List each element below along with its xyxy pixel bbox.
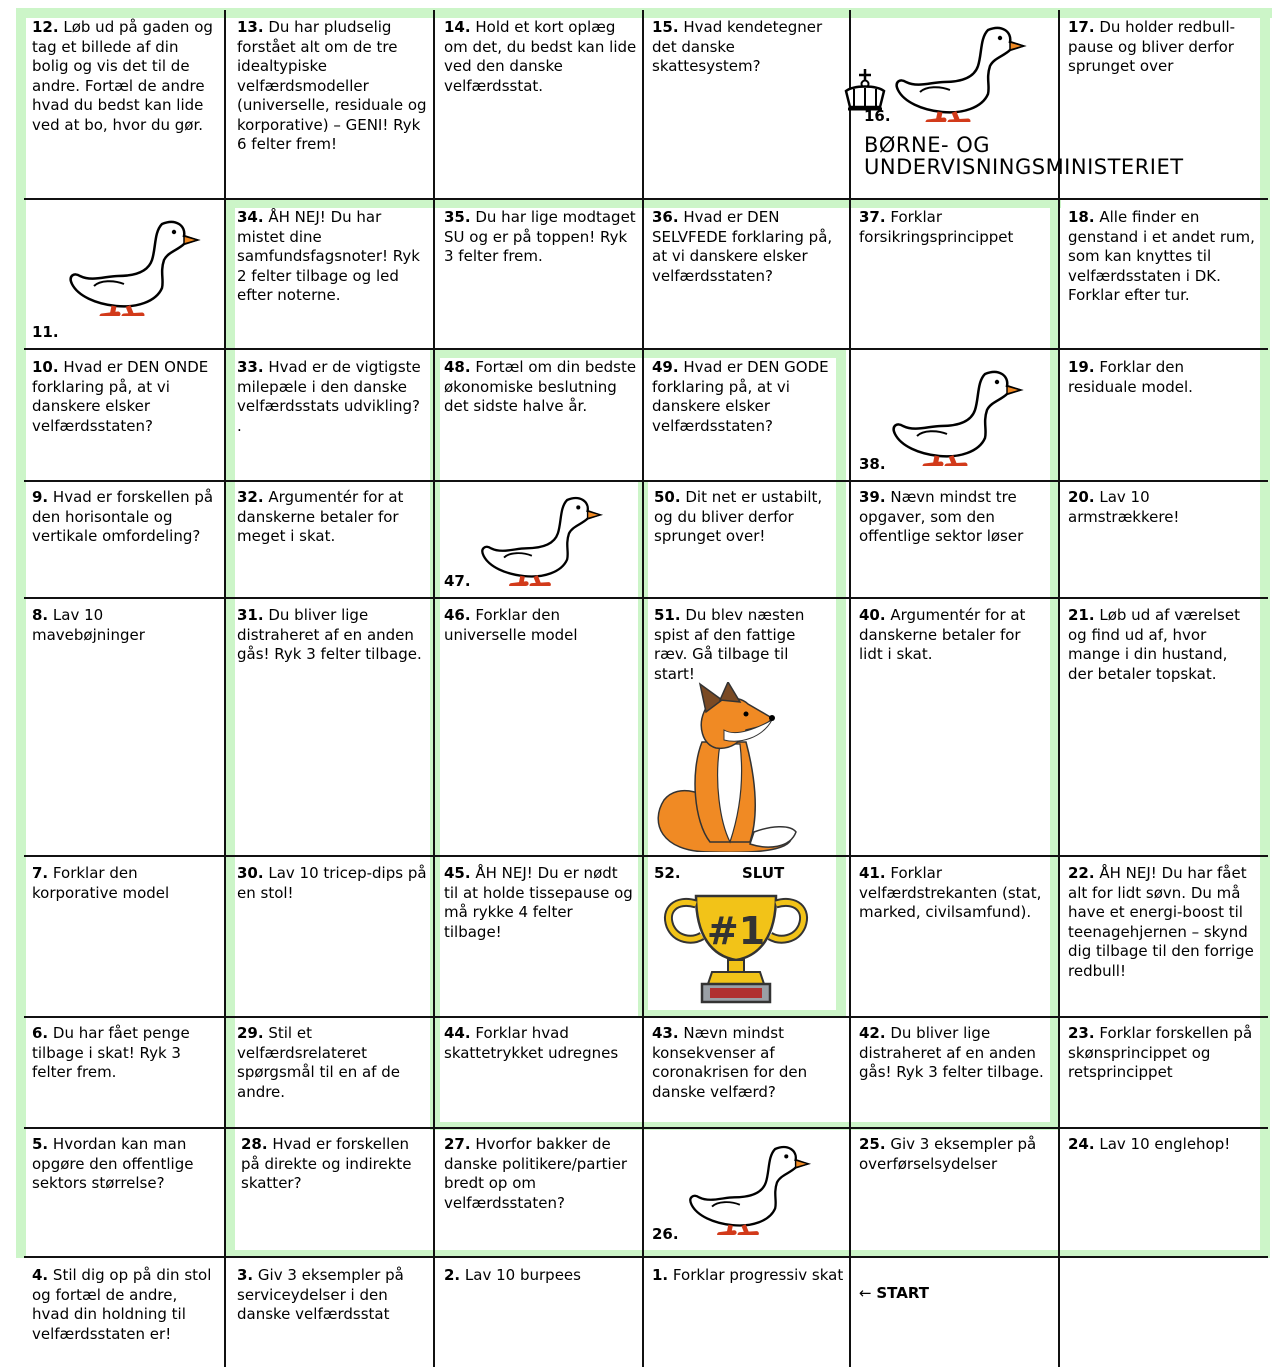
field-9: 9. Hvad er forskellen på den horisontale og vertikale omfordeling? [32,488,214,545]
field-16: 16. BØRNE- OG UNDERVISNINGSMINISTERIET [852,12,1058,198]
field-40: 40. Argumentér for at danskerne betaler for lidt i skat. [859,606,1026,663]
field-28: 28. Hvad er forskellen på direkte og indirekte skatter? [241,1135,412,1192]
trophy-icon [656,886,816,1006]
field-5: 5. Hvordan kan man opgøre den offentlige sektors størrelse? [32,1135,194,1192]
field-1: 1. Forklar progressiv skat [652,1266,844,1284]
grid-v2 [433,10,435,1367]
grid-v3 [642,10,644,1367]
field-14: 14. Hold et kort oplæg om det, du bedst kan lide ved den danske velfærdsstat. [444,18,637,95]
field-39: 39. Nævn mindst tre opgaver, som den offentlige sektor løser [859,488,1024,545]
goose-icon [478,492,608,586]
fox-icon [650,682,800,852]
field-36: 36. Hvad er DEN SELVFEDE forklaring på, at vi danskere elsker velfærdsstaten? [652,208,833,285]
grid-v4 [849,10,851,1367]
empty-field [1062,1260,1260,1367]
field-38: 38. [853,352,1049,480]
field-8: 8. Lav 10 mavebøjninger [32,606,145,644]
grid-h5 [24,855,1268,857]
grid-v1 [224,10,226,1367]
field-2: 2. Lav 10 burpees [444,1266,581,1284]
field-43: 43. Nævn mindst konsekvenser af coronakrisen for den danske velfærd? [652,1024,808,1101]
field-18: 18. Alle finder en genstand i et andet rum, som kan knyttes til velfærdsstaten i DK. Forklar efter tur. [1068,208,1255,304]
goose-icon [892,22,1032,122]
field-48: 48. Fortæl om din bedste økonomiske beslutning det sidste halve år. [444,358,637,415]
field-32: 32. Argumentér for at danskerne betaler for meget i skat. [237,488,404,545]
ministry-logo-text: BØRNE- OG UNDERVISNINGSMINISTERIET [864,133,1184,179]
field-4: 4. Stil dig op på din stol og fortæl de andre, hvad din holdning til velfærdsstaten er! [32,1266,212,1343]
svg-text:#1: #1 [706,909,766,953]
goose-icon [686,1141,816,1235]
track-outer-right [1260,8,1270,1258]
field-52: 52. SLUT #1 [648,858,836,1010]
field-27: 27. Hvorfor bakker de danske politikere/partier bredt op om velfærdsstaten? [444,1135,628,1212]
field-12: 12. Løb ud på gaden og tag et billede af din bolig og vis det til de andre. Fortæl de andre hvad du bedst kan lide ved at bo, hvor du gør. [32,18,213,134]
grid-h8 [24,1256,1268,1258]
field-37: 37. Forklar forsikringsprincippet [859,208,1014,246]
field-26: 26. [646,1129,849,1250]
field-35: 35. Du har lige modtaget SU og er på toppen! Ryk 3 felter frem. [444,208,636,265]
field-21: 21. Løb ud af værelset og find ud af, hvor mange i din hustand, der betaler topskat. [1068,606,1240,683]
field-42: 42. Du bliver lige distraheret af en anden gås! Ryk 3 felter tilbage. [859,1024,1044,1081]
field-44: 44. Forklar hvad skattetrykket udregnes [444,1024,619,1062]
field-47: 47. [438,482,638,597]
grid-h1 [24,198,1268,200]
track-outer-left [16,8,26,1258]
field-46: 46. Forklar den universelle model [444,606,578,644]
finish-label: SLUT [742,864,785,882]
arrow-left-icon: ← [859,1284,872,1302]
grid-v5 [1058,10,1060,1367]
field-33: 33. Hvad er de vigtigste milepæle i den danske velfærdsstats udvikling? . [237,358,421,435]
field-29: 29. Stil et velfærdsrelateret spørgsmål til en af de andre. [237,1024,400,1101]
field-3: 3. Giv 3 eksempler på serviceydelser i den danske velfærdsstat [237,1266,404,1323]
field-51: 51. Du blev næsten spist af den fattige ræv. Gå tilbage til start! [648,600,838,855]
field-30: 30. Lav 10 tricep-dips på en stol! [237,864,427,902]
start-label: START [876,1284,929,1302]
field-13: 13. Du har pludselig forstået alt om de tre idealtypiske velfærdsmodeller (universelle, residuale og korporative) – GENI! Ryk 6 felter frem! [237,18,427,153]
field-20: 20. Lav 10 armstrækkere! [1068,488,1180,526]
field-17: 17. Du holder redbull-pause og bliver derfor sprunget over [1068,18,1236,75]
field-10: 10. Hvad er DEN ONDE forklaring på, at vi danskere elsker velfærdsstaten? [32,358,209,435]
field-23: 23. Forklar forskellen på skønsprincippet og retsprincippet [1068,1024,1253,1081]
field-45: 45. ÅH NEJ! Du er nødt til at holde tissepause og må rykke 4 felter tilbage! [444,864,633,941]
field-19: 19. Forklar den residuale model. [1068,358,1193,396]
grid-h2 [24,348,1268,350]
grid-h4 [24,597,1268,599]
field-6: 6. Du har fået penge tilbage i skat! Ryk 3 felter frem. [32,1024,190,1081]
field-11: 11. [26,202,224,348]
field-24: 24. Lav 10 englehop! [1068,1135,1231,1153]
field-25: 25. Giv 3 eksempler på overførselsydelser [859,1135,1037,1173]
start-field [853,1260,1058,1367]
field-15: 15. Hvad kendetegner det danske skattesystem? [652,18,823,75]
field-7: 7. Forklar den korporative model [32,864,170,902]
field-22: 22. ÅH NEJ! Du har fået alt for lidt søvn. Du må have et energi-boost til teenagehjernen – skynd dig tilbage til den forrige redbull! [1068,864,1254,980]
goose-icon [889,366,1029,466]
field-49: 49. Hvad er DEN GODE forklaring på, at vi danskere elsker velfærdsstaten? [652,358,829,435]
field-34: 34. ÅH NEJ! Du har mistet dine samfundsfagsnoter! Ryk 2 felter tilbage og led efter noterne. [237,208,420,304]
goose-icon [66,216,206,316]
field-31: 31. Du bliver lige distraheret af en anden gås! Ryk 3 felter tilbage. [237,606,422,663]
field-50: 50. Dit net er ustabilt, og du bliver derfor sprunget over! [654,488,823,545]
field-41: 41. Forklar velfærdstrekanten (stat, marked, civilsamfund). [859,864,1042,921]
